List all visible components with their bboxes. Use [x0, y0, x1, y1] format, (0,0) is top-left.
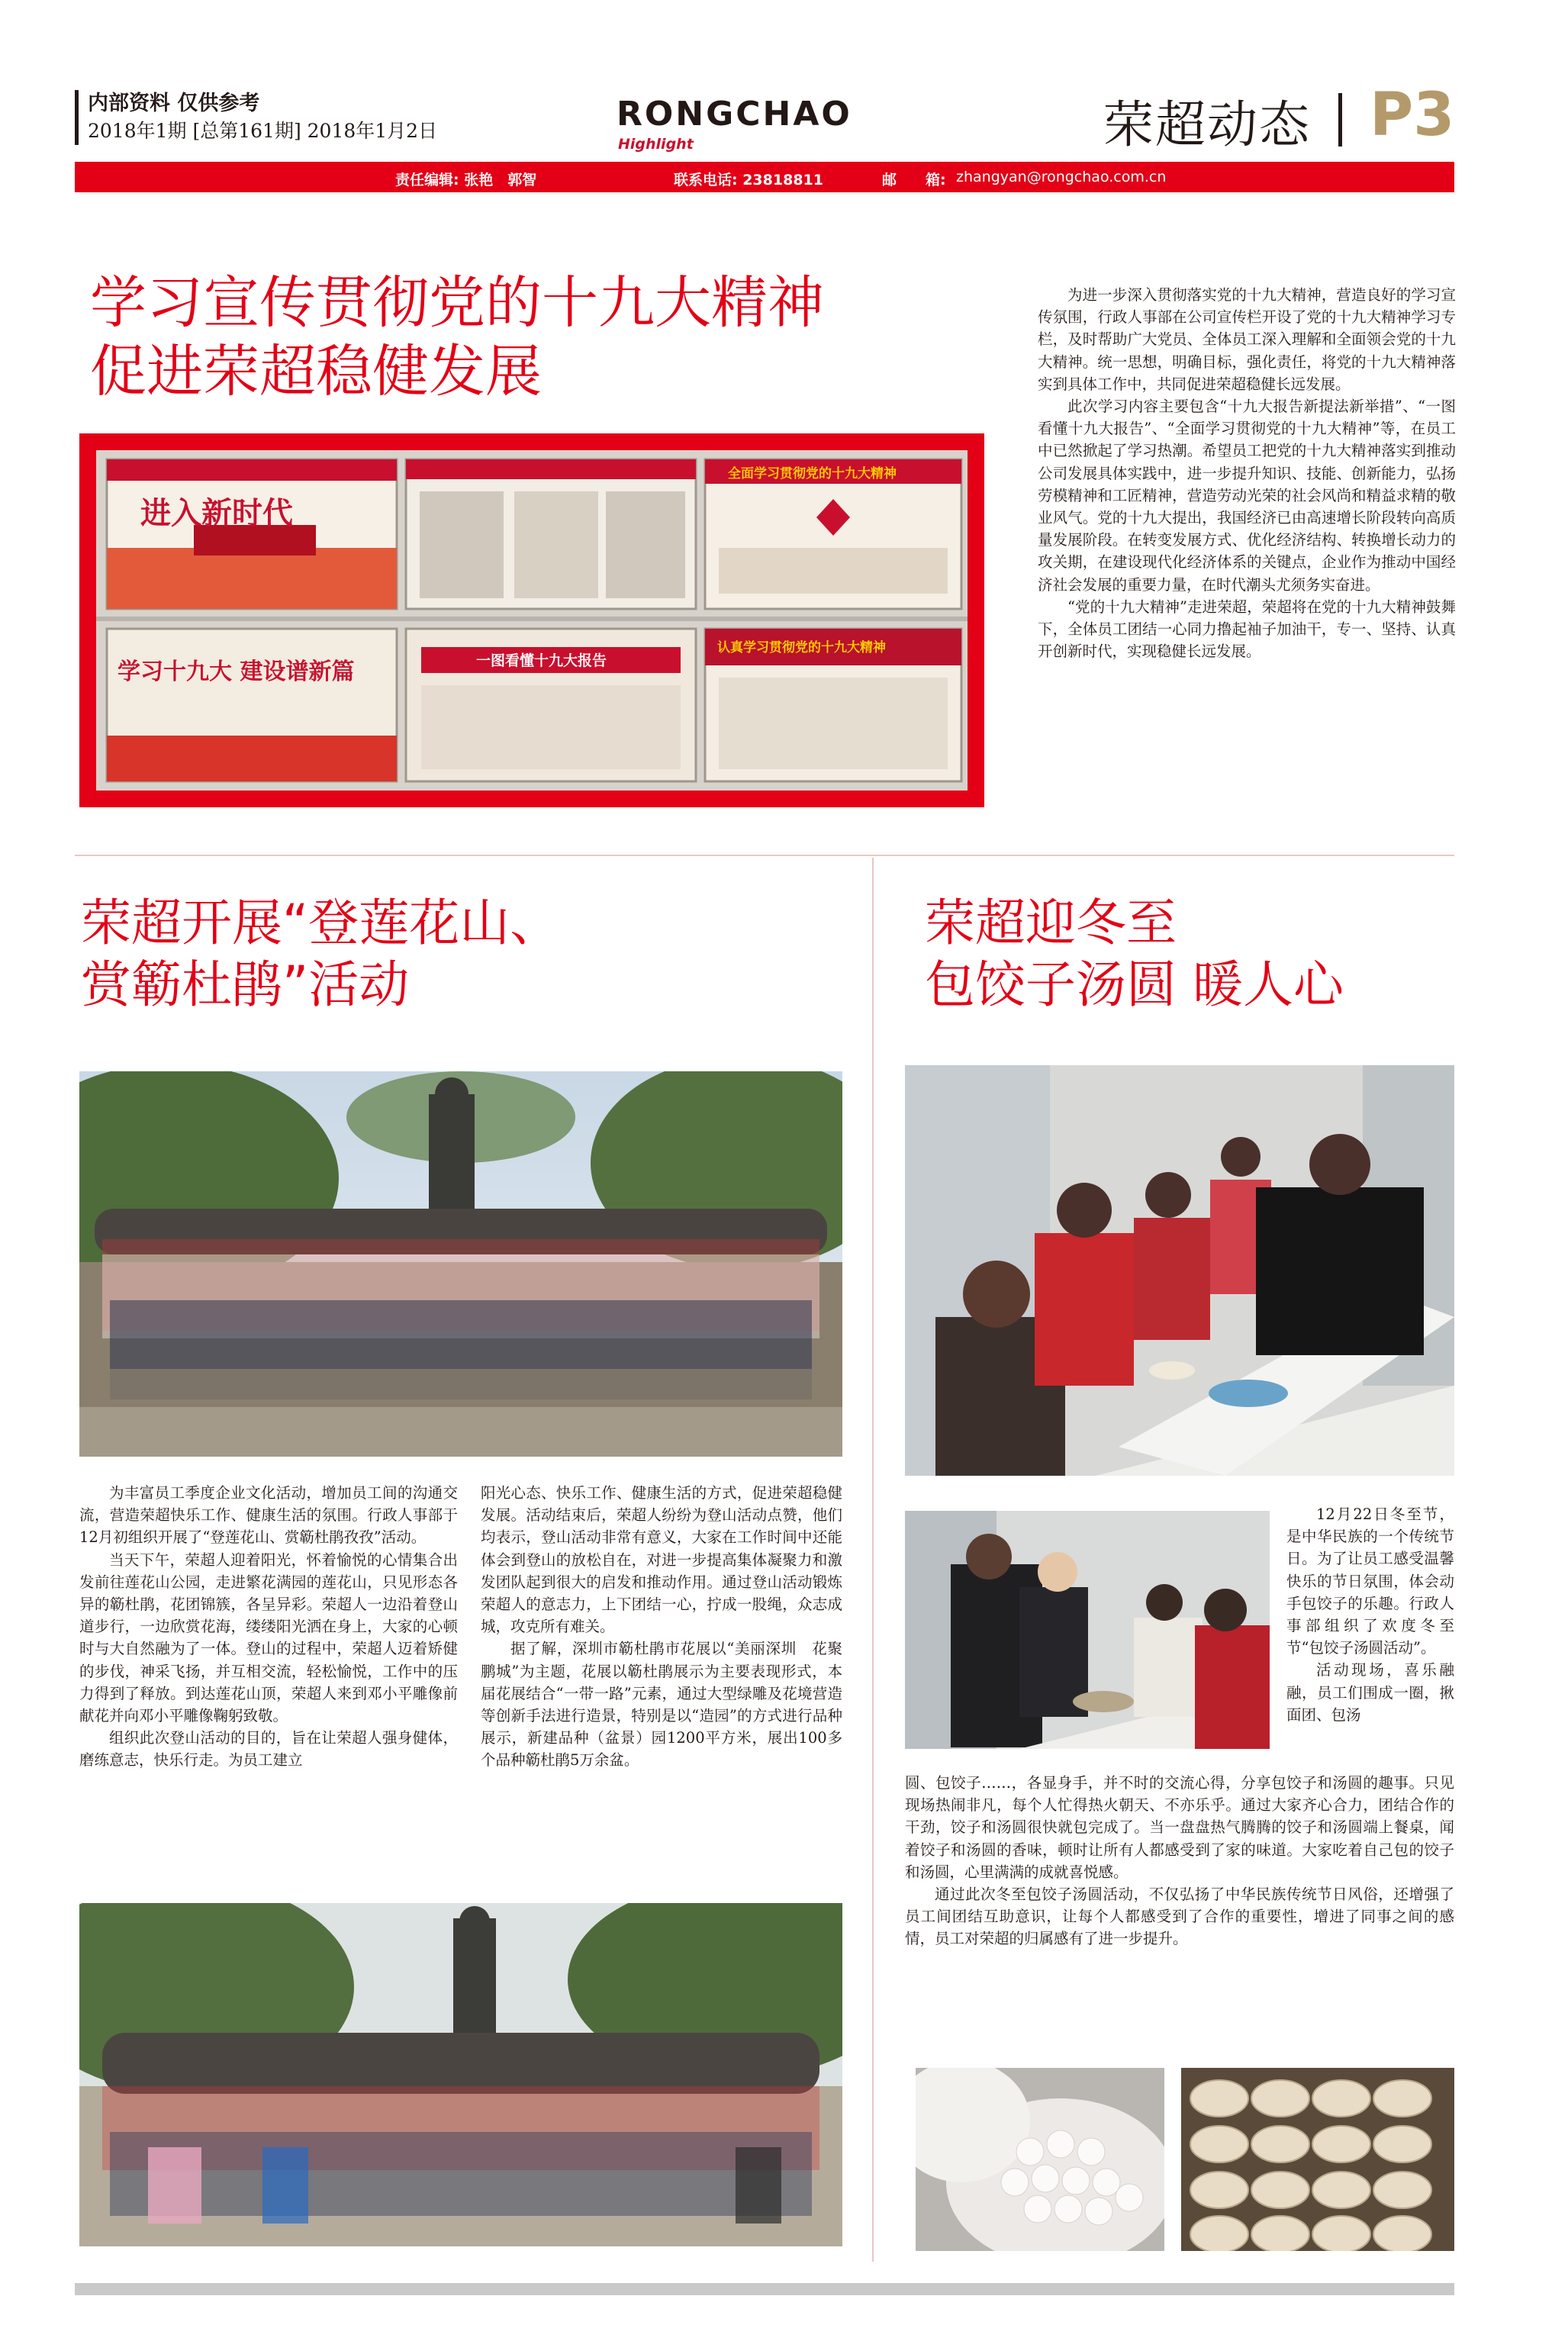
article2-paragraph: 为丰富员工季度企业文化活动，增加员工间的沟通交流，营造荣超快乐工作、健康生活的氛围。行政人事部于12月初组织开展了“登莲花山、赏簕杜鹃孜孜”活动。 — [79, 1484, 458, 1547]
article2-headline — [81, 893, 560, 1016]
hiking-group-photo-2 — [79, 1903, 842, 2246]
page-number: P3 — [1370, 81, 1455, 150]
article3-paragraph: 活动现场，喜乐融融，员工们围成一圈，揪面团、包汤 — [1286, 1661, 1454, 1724]
contact-phone: 联系电话: 23818811 — [674, 172, 823, 188]
article3-paragraph: 通过此次冬至包饺子汤圆活动，不仅弘扬了中华民族传统节日风俗，还增强了员工间团结互助意识，让每个人都感受到了合作的重要性，增进了同事之间的感情，员工对荣超的归属感有了进一步提升。 — [905, 1885, 1454, 1948]
internal-note: 内部资料 仅供参考 — [88, 92, 260, 115]
footer-bar — [75, 2283, 1454, 2295]
article3-title-line1: 荣超迎冬至 — [925, 894, 1177, 952]
dumplings-tray-photo — [1181, 2068, 1454, 2251]
tangyuan-photo — [916, 2068, 1164, 2251]
brand-logo: RONGCHAO — [617, 95, 852, 134]
article3-paragraph-cont: 圆、包饺子……，各显身手，并不时的交流心得，分享包饺子和汤圆的趣事。只见现场热闹非凡，每个人忙得热火朝天、不亦乐乎。通过大家齐心合力，团结合作的干劲，饺子和汤圆很快就包完成了。当一盘盘热气腾腾的饺子和汤圆端上餐桌，闻着饺子和汤圆的香味，顿时让所有人都感受到了家的味道。大家吃着自己包的饺子和汤圆，心里满满的成就喜悦感。 — [905, 1774, 1454, 1881]
article3-title-line2: 包饺子汤圆 暖人心 — [925, 955, 1344, 1014]
article1-title-line2: 促进荣超稳健发展 — [90, 339, 542, 405]
article2-paragraph: 组织此次登山活动的目的，旨在让荣超人强身健体，磨练意志，快乐行走。为员工建立 — [79, 1729, 458, 1770]
article2-paragraph: 据了解，深圳市簕杜鹃市花展以“美丽深圳 花聚鹏城”为主题，花展以簕杜鹃展示为主要表现形式，本届花展结合“一带一路”元素，通过大型绿雕及花境营造等创新手法进行造景，特别是以“造园”的方式进行品种展示，新建品种（盆景）园1200平方米，展出100多个品种簕杜鹃5万余盆。 — [481, 1640, 842, 1770]
email-link[interactable]: zhangyan@rongchao.com.cn — [956, 169, 1167, 185]
board-text-5: 认真学习贯彻党的十九大精神 — [717, 640, 886, 655]
article3-wide-text — [905, 1772, 1454, 1950]
article3-headline — [925, 893, 1344, 1016]
article1-paragraph: “党的十九大精神”走进荣超，荣超将在党的十九大精神鼓舞下，全体员工团结一心同力撸起袖子加油干，专一、坚持、认真开创新时代，实现稳健长远发展。 — [1038, 597, 1456, 661]
issue-line: 2018年1期 [总第161期] 2018年1月2日 — [88, 120, 438, 142]
section-title: 荣超动态 — [1103, 95, 1311, 154]
article3-paragraph: 12月22日冬至节，是中华民族的一个传统节日。为了让员工感受温馨快乐的节日氛围，体会动手包饺子的乐趣。行政人事部组织了欢度冬至节“包饺子汤圆活动”。 — [1286, 1505, 1454, 1657]
article1-paragraph: 为进一步深入贯彻落实党的十九大精神，营造良好的学习宣传氛围，行政人事部在公司宣传栏开设了党的十九大精神学习专栏，及时帮助广大党员、全体员工深入理解和全面领会党的十九大精神。统一思想，明确目标，强化责任，将党的十九大精神落实到具体工作中，共同促进荣超稳健长远发展。 — [1038, 286, 1456, 393]
article2-col1 — [79, 1482, 458, 1772]
board-text-2: 学习十九大 建设谱新篇 — [118, 659, 355, 685]
section-divider-horizontal — [75, 855, 1454, 856]
section-divider — [1338, 93, 1342, 147]
article1-title-line1: 学习宣传贯彻党的十九大精神 — [90, 270, 824, 336]
article1-paragraph: 此次学习内容主要包含“十九大报告新提法新举措”、“一图看懂十九大报告”、“全面学习贯彻党的十九大精神”等，在员工中已然掀起了学习热潮。希望员工把党的十九大精神落实到推动公司发展具体实践中，进一步提升知识、技能、创新能力，弘扬劳模精神和工匠精神，营造劳动光荣的社会风尚和精益求精的敬业风气。党的十九大提出，我国经济已由高速增长阶段转向高质量发展阶段。在转变发展方式、优化经济结构、转换增长动力的攻关期，在建设现代化经济体系的关键点，企业作为推动中国经济社会发展的重要力量，在时代潮头尤须务实奋进。 — [1038, 398, 1456, 594]
board-text-4: 全面学习贯彻党的十九大精神 — [728, 466, 897, 481]
dumpling-activity-photo-1 — [905, 1065, 1454, 1476]
article1-headline — [90, 269, 824, 407]
board-text-3: 一图看懂十九大报告 — [476, 652, 607, 669]
article2-paragraph-cont: 阳光心态、快乐工作、健康生活的方式，促进荣超稳健发展。活动结束后，荣超人纷纷为登山活动点赞，他们均表示，登山活动非常有意义，大家在工作时间中还能体会到登山的放松自在，对进一步提高集体凝聚力和激发团队起到很大的启发和推动作用。通过登山活动锻炼荣超人的意志力，上下团结一心，拧成一股绳，众志成城，攻克所有难关。 — [481, 1484, 842, 1636]
hiking-group-photo-1 — [79, 1071, 842, 1457]
article1-body — [1038, 284, 1456, 662]
board-text-1: 进入新时代 — [140, 496, 293, 531]
editorial-bar — [75, 162, 1454, 192]
article2-col2 — [481, 1482, 842, 1772]
article2-title-line1: 荣超开展“登莲花山、 — [81, 894, 561, 952]
brand-logo-sub: Highlight — [618, 136, 694, 153]
email-label: 邮 箱: — [882, 172, 946, 188]
masthead-info — [75, 90, 437, 145]
column-divider-vertical — [872, 858, 874, 2262]
editor-credit: 责任编辑: 张艳 郭智 — [395, 172, 537, 188]
bulletin-board-photo — [79, 433, 984, 807]
article3-narrow-text — [1286, 1503, 1454, 1726]
dumpling-activity-photo-2 — [905, 1511, 1270, 1749]
article2-title-line2: 赏簕杜鹃”活动 — [81, 955, 410, 1014]
article2-paragraph: 当天下午，荣超人迎着阳光，怀着愉悦的心情集合出发前往莲花山公园，走进繁花满园的莲花山，只见形态各异的簕杜鹃，花团锦簇，各呈异彩。荣超人一边沿着登山道步行，一边欣赏花海，缕缕阳光洒在身上，大家的心顿时与大自然融为了一体。登山的过程中，荣超人迈着矫健的步伐，神采飞扬，并互相交流，轻松愉悦，工作中的压力得到了释放。到达莲花山顶，荣超人来到邓小平雕像前献花并向邓小平雕像鞠躬致敬。 — [79, 1551, 458, 1725]
